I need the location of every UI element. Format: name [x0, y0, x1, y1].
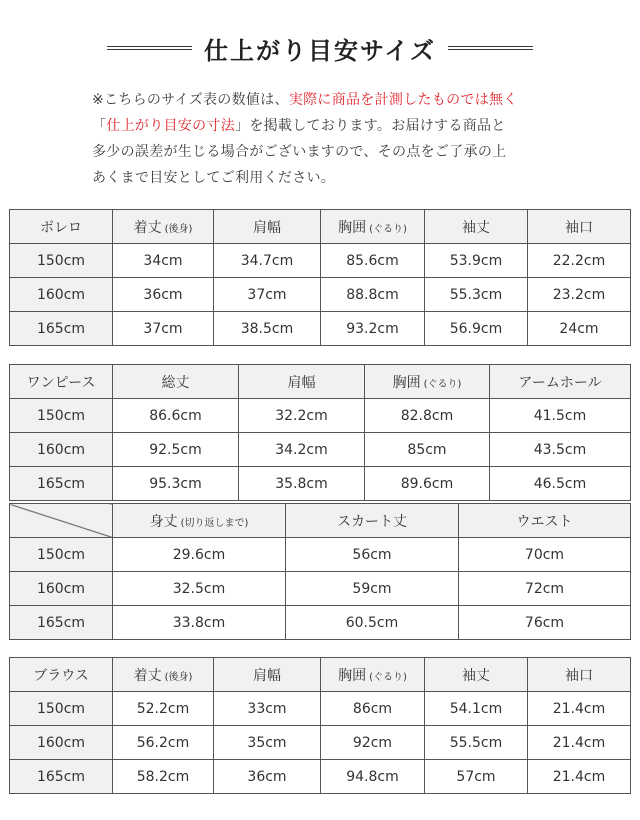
table-cell: 34cm	[113, 244, 214, 278]
table-cell: 32.5cm	[113, 572, 286, 606]
size-label: 165cm	[10, 312, 113, 346]
table-cell: 54.1cm	[425, 692, 528, 726]
blouse-size-table	[9, 657, 631, 794]
diagonal-empty-cell	[10, 504, 113, 538]
table-cell: 34.7cm	[214, 244, 321, 278]
table-cell: 46.5cm	[490, 467, 631, 501]
table-cell: 35.8cm	[239, 467, 365, 501]
table-row	[10, 399, 631, 433]
header-cell: 袖口	[528, 210, 631, 244]
size-label: 150cm	[10, 538, 113, 572]
table-cell: 52.2cm	[113, 692, 214, 726]
header-cell: 袖丈	[425, 210, 528, 244]
header-cell: アームホール	[490, 365, 631, 399]
table-cell: 94.8cm	[321, 760, 425, 794]
table-cell: 32.2cm	[239, 399, 365, 433]
size-note	[92, 87, 562, 191]
size-label: 160cm	[10, 278, 113, 312]
note-line-2: 「仕上がり目安の寸法」を掲載しております。お届けする商品と	[92, 118, 506, 134]
table-cell: 21.4cm	[528, 726, 631, 760]
size-label: 160cm	[10, 433, 113, 467]
note-line-3: 多少の誤差が生じる場合がございますので、その点をご了承の上	[92, 144, 507, 160]
header-cell: 袖口	[528, 658, 631, 692]
size-label: 150cm	[10, 244, 113, 278]
note-line-1: ※こちらのサイズ表の数値は、実際に商品を計測したものでは無く	[92, 92, 518, 108]
table-cell: 92cm	[321, 726, 425, 760]
size-label: 165cm	[10, 467, 113, 501]
table-cell: 86.6cm	[113, 399, 239, 433]
table-cell: 95.3cm	[113, 467, 239, 501]
table-row	[10, 760, 631, 794]
table-row	[10, 433, 631, 467]
note-highlight-2: 仕上がり目安の寸法	[106, 118, 236, 134]
table-header-row	[10, 658, 631, 692]
table-cell: 22.2cm	[528, 244, 631, 278]
table-cell: 85.6cm	[321, 244, 425, 278]
table-cell: 35cm	[214, 726, 321, 760]
table-cell: 41.5cm	[490, 399, 631, 433]
table-row	[10, 244, 631, 278]
size-label: 165cm	[10, 606, 113, 640]
header-cell: 肩幅	[214, 210, 321, 244]
page-title: 仕上がり目安サイズ	[203, 36, 437, 65]
title-decoration-left	[107, 46, 192, 50]
header-cell: 胸囲 (ぐるり)	[365, 365, 490, 399]
table-cell: 70cm	[459, 538, 631, 572]
table-cell: 86cm	[321, 692, 425, 726]
table-cell: 72cm	[459, 572, 631, 606]
onepiece-size-table	[9, 364, 631, 501]
table-cell: 92.5cm	[113, 433, 239, 467]
table-cell: 23.2cm	[528, 278, 631, 312]
table-cell: 55.5cm	[425, 726, 528, 760]
table-cell: 59cm	[286, 572, 459, 606]
table-row	[10, 726, 631, 760]
header-cell: 袖丈	[425, 658, 528, 692]
header-cell: 身丈 (切り返しまで)	[113, 504, 286, 538]
table-cell: 53.9cm	[425, 244, 528, 278]
table-row	[10, 692, 631, 726]
table-cell: 56.2cm	[113, 726, 214, 760]
table-header-row	[10, 210, 631, 244]
header-cell: 肩幅	[239, 365, 365, 399]
table-cell: 56.9cm	[425, 312, 528, 346]
header-cell: 胸囲 (ぐるり)	[321, 210, 425, 244]
table-cell: 56cm	[286, 538, 459, 572]
onepiece-skirt-table	[9, 503, 631, 640]
table-row	[10, 278, 631, 312]
size-label: 165cm	[10, 760, 113, 794]
table-cell: 76cm	[459, 606, 631, 640]
note-highlight-1: 実際に商品を計測したものでは無く	[288, 92, 518, 108]
table-header-row	[10, 504, 631, 538]
table-cell: 37cm	[214, 278, 321, 312]
title-decoration-right	[448, 46, 533, 50]
table-cell: 38.5cm	[214, 312, 321, 346]
table-cell: 29.6cm	[113, 538, 286, 572]
table-header-row	[10, 365, 631, 399]
table-row	[10, 572, 631, 606]
page-title-row	[0, 28, 640, 68]
table-cell: 21.4cm	[528, 692, 631, 726]
table-cell: 24cm	[528, 312, 631, 346]
table-cell: 37cm	[113, 312, 214, 346]
note-line-4: あくまで目安としてご利用ください。	[92, 170, 336, 186]
table-cell: 93.2cm	[321, 312, 425, 346]
table-row	[10, 538, 631, 572]
header-cell: スカート丈	[286, 504, 459, 538]
bolero-size-table	[9, 209, 631, 346]
header-cell: ブラウス	[10, 658, 113, 692]
table-cell: 34.2cm	[239, 433, 365, 467]
table-row	[10, 467, 631, 501]
header-cell: 胸囲 (ぐるり)	[321, 658, 425, 692]
header-cell: 着丈 (後身)	[113, 658, 214, 692]
table-cell: 88.8cm	[321, 278, 425, 312]
header-cell: 肩幅	[214, 658, 321, 692]
header-cell: 着丈 (後身)	[113, 210, 214, 244]
size-label: 160cm	[10, 572, 113, 606]
header-cell: ウエスト	[459, 504, 631, 538]
size-label: 160cm	[10, 726, 113, 760]
size-label: 150cm	[10, 399, 113, 433]
table-cell: 33.8cm	[113, 606, 286, 640]
table-row	[10, 312, 631, 346]
table-cell: 85cm	[365, 433, 490, 467]
table-row	[10, 606, 631, 640]
table-cell: 36cm	[113, 278, 214, 312]
table-cell: 58.2cm	[113, 760, 214, 794]
table-cell: 89.6cm	[365, 467, 490, 501]
table-cell: 60.5cm	[286, 606, 459, 640]
table-cell: 55.3cm	[425, 278, 528, 312]
table-cell: 36cm	[214, 760, 321, 794]
table-cell: 33cm	[214, 692, 321, 726]
table-cell: 57cm	[425, 760, 528, 794]
table-cell: 21.4cm	[528, 760, 631, 794]
size-label: 150cm	[10, 692, 113, 726]
table-cell: 43.5cm	[490, 433, 631, 467]
header-cell: ボレロ	[10, 210, 113, 244]
table-cell: 82.8cm	[365, 399, 490, 433]
header-cell: ワンピース	[10, 365, 113, 399]
header-cell: 総丈	[113, 365, 239, 399]
